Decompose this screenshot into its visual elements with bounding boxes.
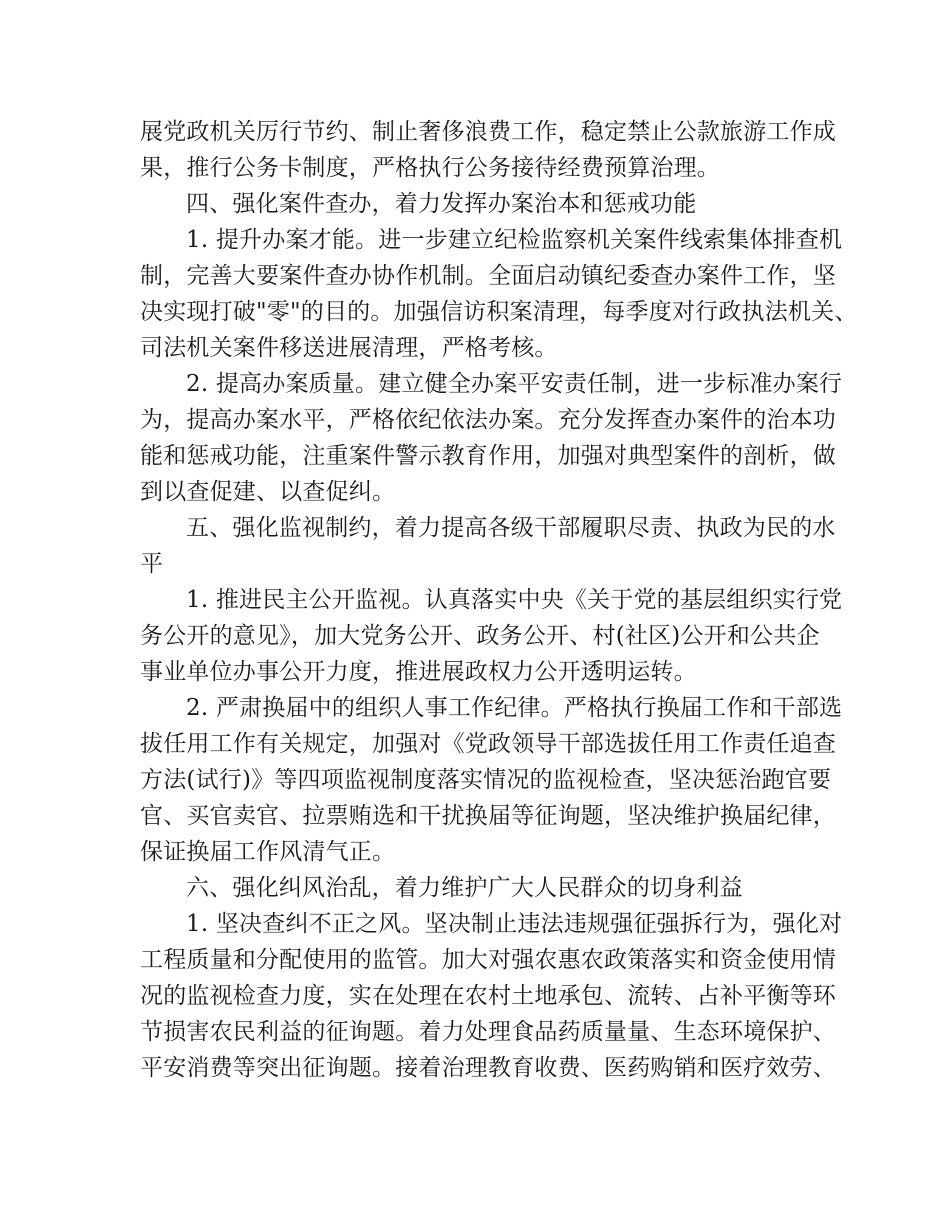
text-line: 为，提高办案水平，严格依纪依法办案。充分发挥查办案件的治本功 — [140, 407, 836, 433]
text-line: 拔任用工作有关规定，加强对《党政领导干部选拔任用工作责任追查 — [140, 731, 836, 757]
text-line: 节损害农民利益的征询题。着力处理食品药质量量、生态环境保护、 — [140, 1019, 836, 1045]
section-heading: 四、强化案件查办，着力发挥办案治本和惩戒功能 — [186, 191, 697, 217]
text-line: 1. 推进民主公开监视。认真落实中央《关于党的基层组织实行党 — [186, 587, 843, 613]
text-line: 能和惩戒功能，注重案件警示教育作用，加强对典型案件的剖析，做 — [140, 443, 836, 469]
text-line: 制，完善大要案件查办协作机制。全面启动镇纪委查办案件工作，坚 — [140, 263, 836, 289]
text-line: 工程质量和分配使用的监管。加大对强农惠农政策落实和资金使用情 — [140, 947, 836, 973]
text-line: 1. 坚决查纠不正之风。坚决制止违法违规强征强拆行为，强化对 — [186, 911, 843, 937]
text-line: 1. 提升办案才能。进一步建立纪检监察机关案件线索集体排查机 — [186, 227, 843, 253]
text-line: 果，推行公务卡制度，严格执行公务接待经费预算治理。 — [140, 155, 720, 181]
text-line: 务公开的意见》，加大党务公开、政务公开、村(社区)公开和公共企 — [140, 623, 820, 649]
text-line: 展党政机关厉行节约、制止奢侈浪费工作，稳定禁止公款旅游工作成 — [140, 119, 836, 145]
text-line: 决实现打破"零"的目的。加强信访积案清理，每季度对行政执法机关、 — [140, 299, 858, 325]
text-line: 到以查促建、以查促纠。 — [140, 479, 396, 505]
text-line: 方法(试行)》等四项监视制度落实情况的监视检查，坚决惩治跑官要 — [140, 767, 832, 793]
text-line: 官、买官卖官、拉票贿选和干扰换届等征询题，坚决维护换届纪律， — [140, 803, 836, 829]
text-line: 保证换届工作风清气正。 — [140, 839, 396, 865]
text-line: 事业单位办事公开力度，推进展政权力公开透明运转。 — [140, 659, 697, 685]
text-line: 况的监视检查力度，实在处理在农村土地承包、流转、占补平衡等环 — [140, 983, 836, 1009]
section-heading: 五、强化监视制约，着力提高各级干部履职尽责、执政为民的水 — [186, 515, 836, 541]
text-line: 2. 严肃换届中的组织人事工作纪律。严格执行换届工作和干部选 — [186, 695, 843, 721]
text-line: 平安消费等突出征询题。接着治理教育收费、医药购销和医疗效劳、 — [140, 1055, 836, 1081]
text-line: 2. 提高办案质量。建立健全办案平安责任制，进一步标准办案行 — [186, 371, 843, 397]
text-line: 司法机关案件移送进展清理，严格考核。 — [140, 335, 558, 361]
section-heading: 六、强化纠风治乱，着力维护广大人民群众的切身利益 — [186, 875, 743, 901]
section-heading: 平 — [140, 551, 164, 577]
